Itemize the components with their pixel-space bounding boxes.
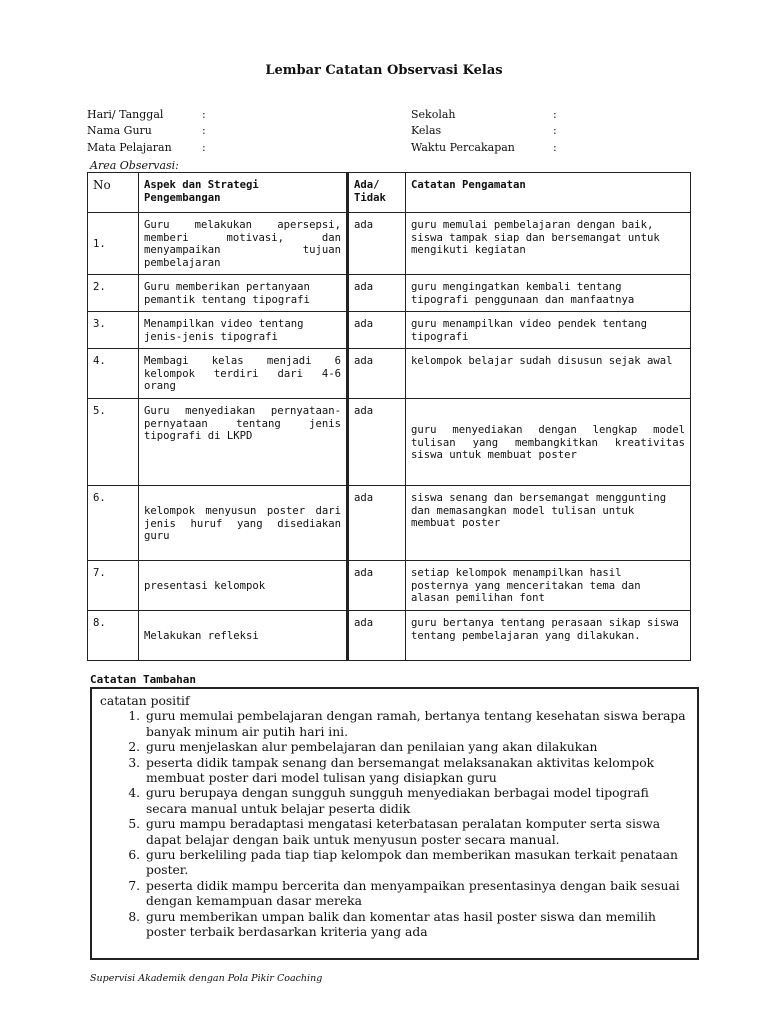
row-catatan: guru bertanya tentang perasaan sikap siswa tentang pembelajaran yang dilakukan. bbox=[406, 611, 691, 661]
notes-list bbox=[100, 709, 689, 940]
row-no: 1. bbox=[88, 213, 139, 275]
row-aspek: Guru memberikan pertanyaan pemantik tentang tipografi bbox=[139, 275, 348, 312]
row-no: 7. bbox=[88, 561, 139, 611]
mata-pelajaran-colon: : bbox=[202, 141, 206, 154]
waktu-percakapan-colon: : bbox=[553, 141, 557, 154]
waktu-percakapan-label: Waktu Percakapan bbox=[411, 141, 515, 154]
row-ada: ada bbox=[348, 399, 406, 486]
table-row bbox=[88, 611, 691, 661]
row-aspek: presentasi kelompok bbox=[139, 561, 348, 611]
table-row bbox=[88, 349, 691, 399]
row-ada: ada bbox=[348, 275, 406, 312]
row-catatan: setiap kelompok menampilkan hasil posternya yang menceritakan tema dan alasan pemilihan font bbox=[406, 561, 691, 611]
row-aspek: Membagi kelas menjadi 6 kelompok terdiri dari 4-6 orang bbox=[139, 349, 348, 399]
area-observasi-label: Area Observasi: bbox=[90, 159, 179, 172]
row-ada: ada bbox=[348, 486, 406, 561]
row-aspek: Guru melakukan apersepsi, memberi motivasi, dan menyampaikan tujuan pembelajaran bbox=[139, 213, 348, 275]
row-no: 8. bbox=[88, 611, 139, 661]
table-row bbox=[88, 486, 691, 561]
row-catatan: guru memulai pembelajaran dengan baik, siswa tampak siap dan bersemangat untuk mengikuti kegiatan bbox=[406, 213, 691, 275]
list-item: 5. guru mampu beradaptasi mengatasi keterbatasan peralatan komputer serta siswa dapat belajar dengan baik untuk menyusun poster secara manual. bbox=[144, 817, 689, 848]
row-no: 2. bbox=[88, 275, 139, 312]
list-item: 1. guru memulai pembelajaran dengan ramah, bertanya tentang kesehatan siswa berapa banyak minum air putih hari ini. bbox=[144, 709, 689, 740]
row-ada: ada bbox=[348, 312, 406, 349]
hari-tanggal-label: Hari/ Tanggal bbox=[87, 108, 164, 121]
header-no: No bbox=[88, 173, 139, 213]
kelas-label: Kelas bbox=[411, 124, 442, 137]
row-aspek: Menampilkan video tentang jenis-jenis tipografi bbox=[139, 312, 348, 349]
row-catatan: guru mengingatkan kembali tentang tipografi penggunaan dan manfaatnya bbox=[406, 275, 691, 312]
list-item: 2. guru menjelaskan alur pembelajaran dan penilaian yang akan dilakukan bbox=[144, 740, 689, 755]
row-aspek: Guru menyediakan pernyataan-pernyataan tentang jenis tipografi di LKPD bbox=[139, 399, 348, 486]
list-item: 3. peserta didik tampak senang dan bersemangat melaksanakan aktivitas kelompok membuat poster dari model tulisan yang disiapkan guru bbox=[144, 756, 689, 787]
row-aspek: Melakukan refleksi bbox=[139, 611, 348, 661]
row-ada: ada bbox=[348, 349, 406, 399]
nama-guru-label: Nama Guru bbox=[87, 124, 152, 137]
catatan-tambahan-heading: Catatan Tambahan bbox=[90, 673, 196, 686]
nama-guru-colon: : bbox=[202, 124, 206, 137]
page-title: Lembar Catatan Observasi Kelas bbox=[265, 63, 503, 78]
mata-pelajaran-label: Mata Pelajaran bbox=[87, 141, 172, 154]
catatan-tambahan-box bbox=[90, 687, 699, 960]
header-ada-tidak: Ada/ Tidak bbox=[348, 173, 406, 213]
table-header-row bbox=[88, 173, 691, 213]
hari-tanggal-colon: : bbox=[202, 108, 206, 121]
table-row bbox=[88, 213, 691, 275]
header-catatan: Catatan Pengamatan bbox=[406, 173, 691, 213]
row-catatan: guru menyediakan dengan lengkap model tulisan yang membangkitkan kreativitas siswa untuk membuat poster bbox=[406, 399, 691, 486]
list-item: 6. guru berkeliling pada tiap tiap kelompok dan memberikan masukan terkait penataan poster. bbox=[144, 848, 689, 879]
row-catatan: kelompok belajar sudah disusun sejak awal bbox=[406, 349, 691, 399]
list-item: 7. peserta didik mampu bercerita dan menyampaikan presentasinya dengan baik sesuai dengan kemampuan dasar mereka bbox=[144, 879, 689, 910]
table-row bbox=[88, 561, 691, 611]
table-row bbox=[88, 275, 691, 312]
row-no: 6. bbox=[88, 486, 139, 561]
list-item: 8. guru memberikan umpan balik dan komentar atas hasil poster siswa dan memilih poster terbaik berdasarkan kriteria yang ada bbox=[144, 910, 689, 941]
sekolah-colon: : bbox=[553, 108, 557, 121]
row-catatan: siswa senang dan bersemangat menggunting dan memasangkan model tulisan untuk membuat poster bbox=[406, 486, 691, 561]
kelas-colon: : bbox=[553, 124, 557, 137]
observation-table bbox=[87, 172, 691, 661]
row-ada: ada bbox=[348, 561, 406, 611]
header-aspek: Aspek dan Strategi Pengembangan bbox=[139, 173, 348, 213]
table-row bbox=[88, 399, 691, 486]
row-ada: ada bbox=[348, 611, 406, 661]
list-item: 4. guru berupaya dengan sungguh sungguh menyediakan berbagai model tipografi secara manual untuk belajar peserta didik bbox=[144, 786, 689, 817]
row-no: 4. bbox=[88, 349, 139, 399]
row-no: 5. bbox=[88, 399, 139, 486]
notes-intro: catatan positif bbox=[100, 694, 190, 708]
row-no: 3. bbox=[88, 312, 139, 349]
row-catatan: guru menampilkan video pendek tentang tipografi bbox=[406, 312, 691, 349]
sekolah-label: Sekolah bbox=[411, 108, 456, 121]
row-aspek: kelompok menyusun poster dari jenis huruf yang disediakan guru bbox=[139, 486, 348, 561]
row-ada: ada bbox=[348, 213, 406, 275]
page-footer: Supervisi Akademik dengan Pola Pikir Coaching bbox=[90, 973, 323, 984]
table-row bbox=[88, 312, 691, 349]
